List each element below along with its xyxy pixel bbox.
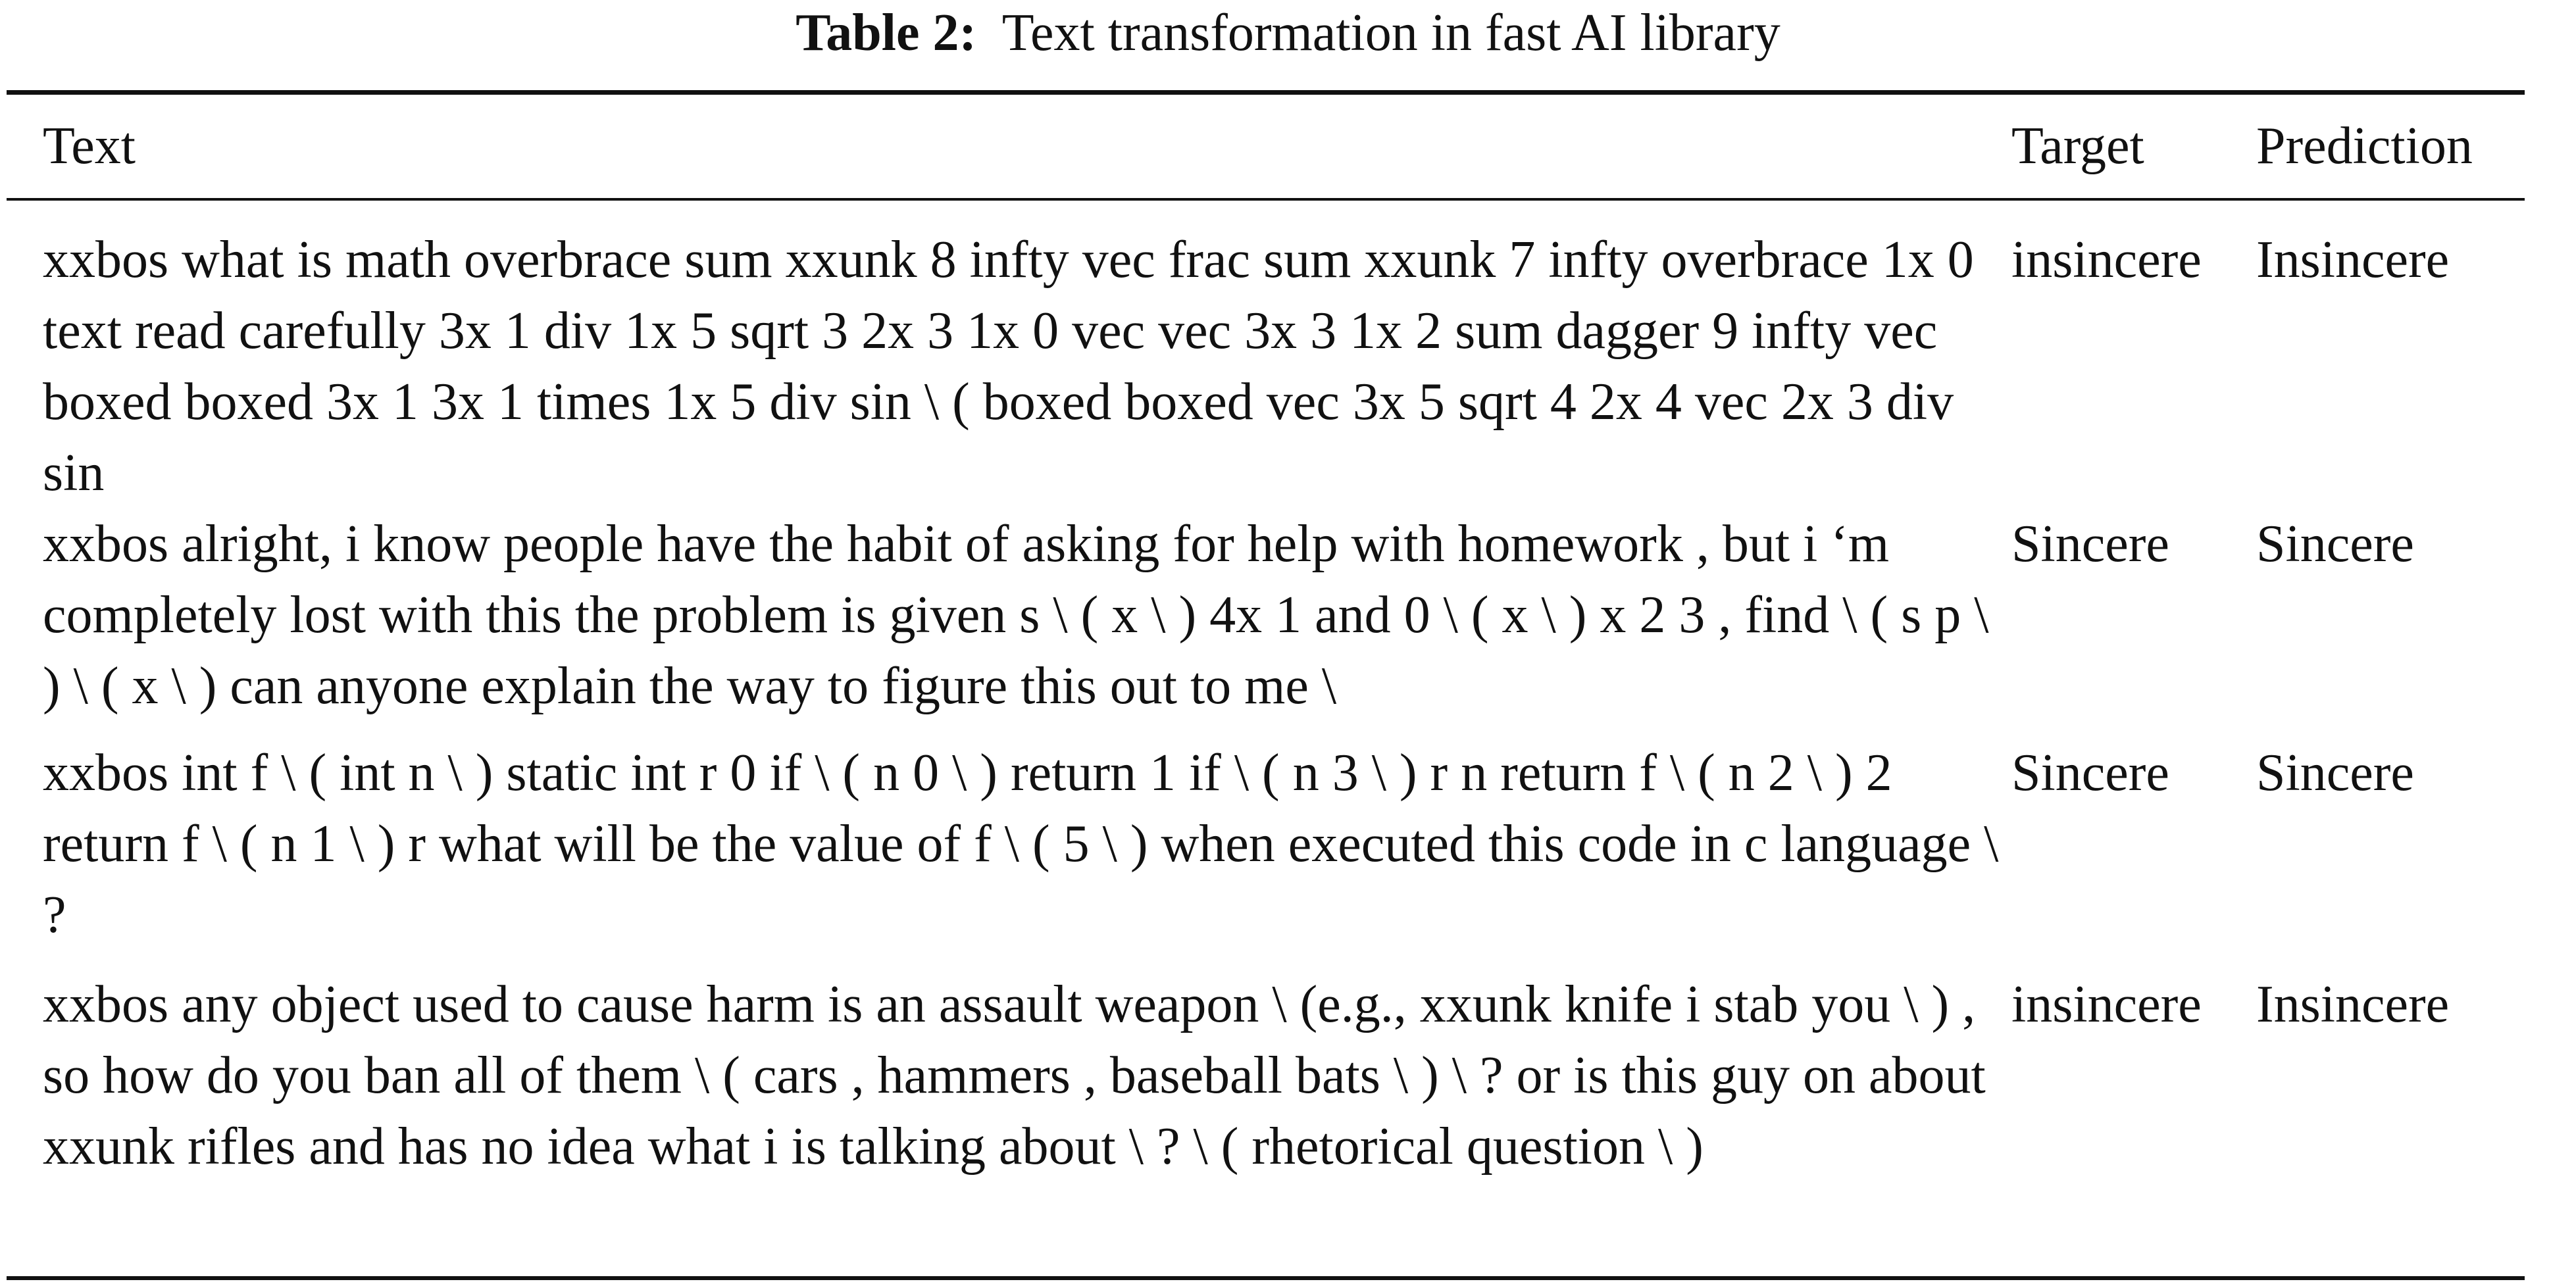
text-cell: xxbos any object used to cause harm is an assault weapon \ (e.g., xxunk knife i stab you \ ) , so how do you ban all of them \ ( cars , hammers , baseball bats \ ) \ ? or is this guy on about xxunk rifles and has no idea what i is talking about \ ? \ ( rhetorical question \ ): [43, 976, 1986, 1176]
text-cell: xxbos int f \ ( int n \ ) static int r 0 if \ ( n 0 \ ) return 1 if \ ( n 3 \ ) r n return f \ ( n 2 \ ) 2 return f \ ( n 1 \ ) r what will be the value of f \ ( 5 \ ) when executed this code in c language \ ?: [43, 744, 1999, 944]
table-row: [43, 198, 2530, 508]
header-target: Target: [2011, 117, 2144, 175]
target-cell: insincere: [2011, 976, 2202, 1033]
prediction-cell: Insincere: [2256, 976, 2450, 1033]
prediction-cell: Sincere: [2256, 515, 2414, 573]
target-cell: Sincere: [2011, 744, 2169, 802]
caption-text: Text transformation in fast AI library: [1001, 4, 1780, 62]
header-prediction: Prediction: [2256, 117, 2473, 175]
caption-label: Table 2:: [796, 4, 977, 62]
table-row: [43, 969, 2530, 1269]
table-row: [43, 737, 2530, 969]
table-row: [43, 508, 2530, 737]
target-cell: Sincere: [2011, 515, 2169, 573]
prediction-cell: Insincere: [2256, 231, 2450, 289]
table-top-rule: [7, 90, 2525, 95]
header-text: Text: [43, 117, 136, 175]
results-table: [43, 95, 2530, 1269]
table-caption: [0, 1, 2576, 64]
text-cell: xxbos what is math overbrace sum xxunk 8 infty vec frac sum xxunk 7 infty overbrace 1x 0 text read carefully 3x 1 div 1x 5 sqrt 3 2x 3 1x 0 vec vec 3x 3 1x 2 sum dagger 9 infty vec boxed boxed 3x 1 3x 1 times 1x 5 div sin \ ( boxed boxed vec 3x 5 sqrt 4 2x 4 vec 2x 3 div sin: [43, 231, 1974, 502]
prediction-cell: Sincere: [2256, 744, 2414, 802]
table-header-row: [43, 95, 2530, 198]
target-cell: insincere: [2011, 231, 2202, 289]
table-bottom-rule: [7, 1276, 2525, 1280]
text-cell: xxbos alright, i know people have the habit of asking for help with homework , but i ‘m completely lost with this the problem is given s \ ( x \ ) 4x 1 and 0 \ ( x \ ) x 2 3 , find \ ( s p \ ) \ ( x \ ) can anyone explain the way to figure this out to me \: [43, 515, 1989, 715]
